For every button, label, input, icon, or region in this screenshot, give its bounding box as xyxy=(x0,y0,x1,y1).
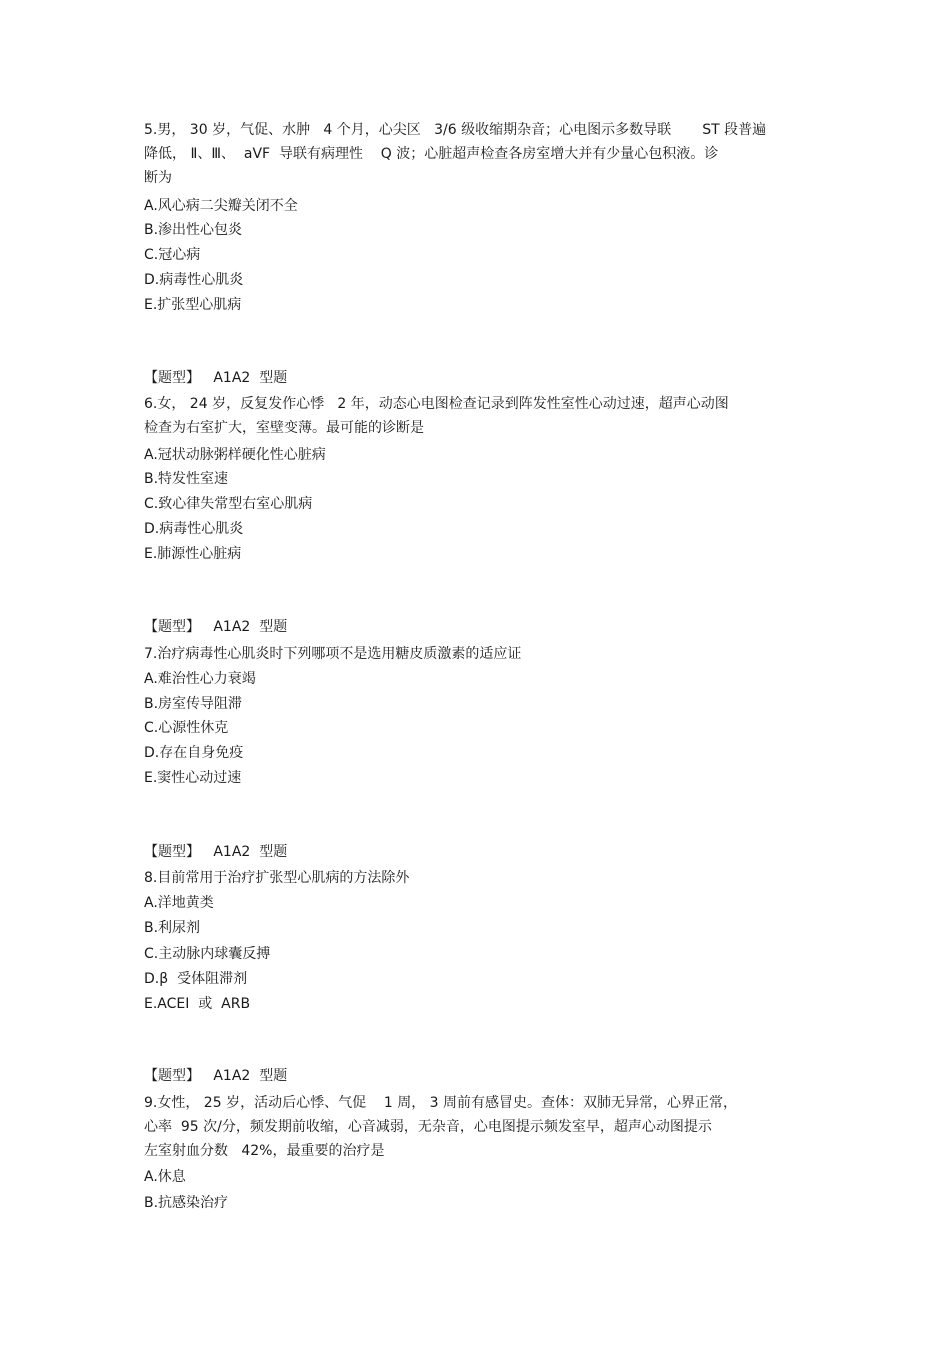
option-a: A.冠状动脉粥样硬化性心脏病 xyxy=(144,447,326,463)
option-d: D.病毒性心肌炎 xyxy=(144,272,244,288)
option-e: E.肺源性心脏病 xyxy=(144,546,242,562)
question-type-header: 【题型】 A1A2 型题 xyxy=(144,844,288,860)
option-c: C.主动脉内球囊反搏 xyxy=(144,946,271,962)
option-c: C.冠心病 xyxy=(144,247,201,263)
question-stem-line: 断为 xyxy=(144,170,172,186)
option-b: B.利尿剂 xyxy=(144,920,201,936)
option-d: D.β 受体阻滞剂 xyxy=(144,971,248,987)
option-a: A.休息 xyxy=(144,1169,186,1185)
option-a: A.风心病二尖瓣关闭不全 xyxy=(144,198,298,214)
question-type-header: 【题型】 A1A2 型题 xyxy=(144,619,288,635)
question-stem-line: 9.女性， 25 岁，活动后心悸、气促 1 周， 3 周前有感冒史。查体：双肺无异常，心界正常， xyxy=(144,1095,738,1111)
question-type-header: 【题型】 A1A2 型题 xyxy=(144,370,288,386)
question-stem-line: 降低， Ⅱ、Ⅲ、 aVF 导联有病理性 Q 波；心脏超声检查各房室增大并有少量心包积液。诊 xyxy=(144,146,719,162)
option-b: B.特发性室速 xyxy=(144,471,229,487)
option-d: D.病毒性心肌炎 xyxy=(144,521,244,537)
option-d: D.存在自身免疫 xyxy=(144,745,244,761)
option-c: C.心源性休克 xyxy=(144,720,229,736)
question-stem-line: 心率 95 次/分，频发期前收缩，心音减弱，无杂音，心电图提示频发室早，超声心动图提示 xyxy=(144,1119,712,1135)
option-e: E.扩张型心肌病 xyxy=(144,297,242,313)
option-a: A.洋地黄类 xyxy=(144,895,214,911)
question-stem-line: 5.男， 30 岁，气促、水肿 4 个月，心尖区 3/6 级收缩期杂音；心电图示多数导联 ST 段普遍 xyxy=(144,122,767,138)
option-e: E.窦性心动过速 xyxy=(144,770,242,786)
option-a: A.难治性心力衰竭 xyxy=(144,671,256,687)
option-b: B.渗出性心包炎 xyxy=(144,222,243,238)
question-stem-line: 检查为右室扩大，室壁变薄。最可能的诊断是 xyxy=(144,420,424,436)
option-e: E.ACEI 或 ARB xyxy=(144,996,251,1012)
question-stem-line: 7.治疗病毒性心肌炎时下列哪项不是选用糖皮质激素的适应证 xyxy=(144,646,522,662)
option-b: B.房室传导阻滞 xyxy=(144,696,243,712)
question-stem-line: 6.女， 24 岁，反复发作心悸 2 年，动态心电图检查记录到阵发性室性心动过速，超声心动图 xyxy=(144,396,729,412)
option-b: B.抗感染治疗 xyxy=(144,1195,229,1211)
option-c: C.致心律失常型右室心肌病 xyxy=(144,496,313,512)
question-stem-line: 左室射血分数 42%，最重要的治疗是 xyxy=(144,1143,385,1159)
question-stem-line: 8.目前常用于治疗扩张型心肌病的方法除外 xyxy=(144,870,410,886)
question-type-header: 【题型】 A1A2 型题 xyxy=(144,1068,288,1084)
